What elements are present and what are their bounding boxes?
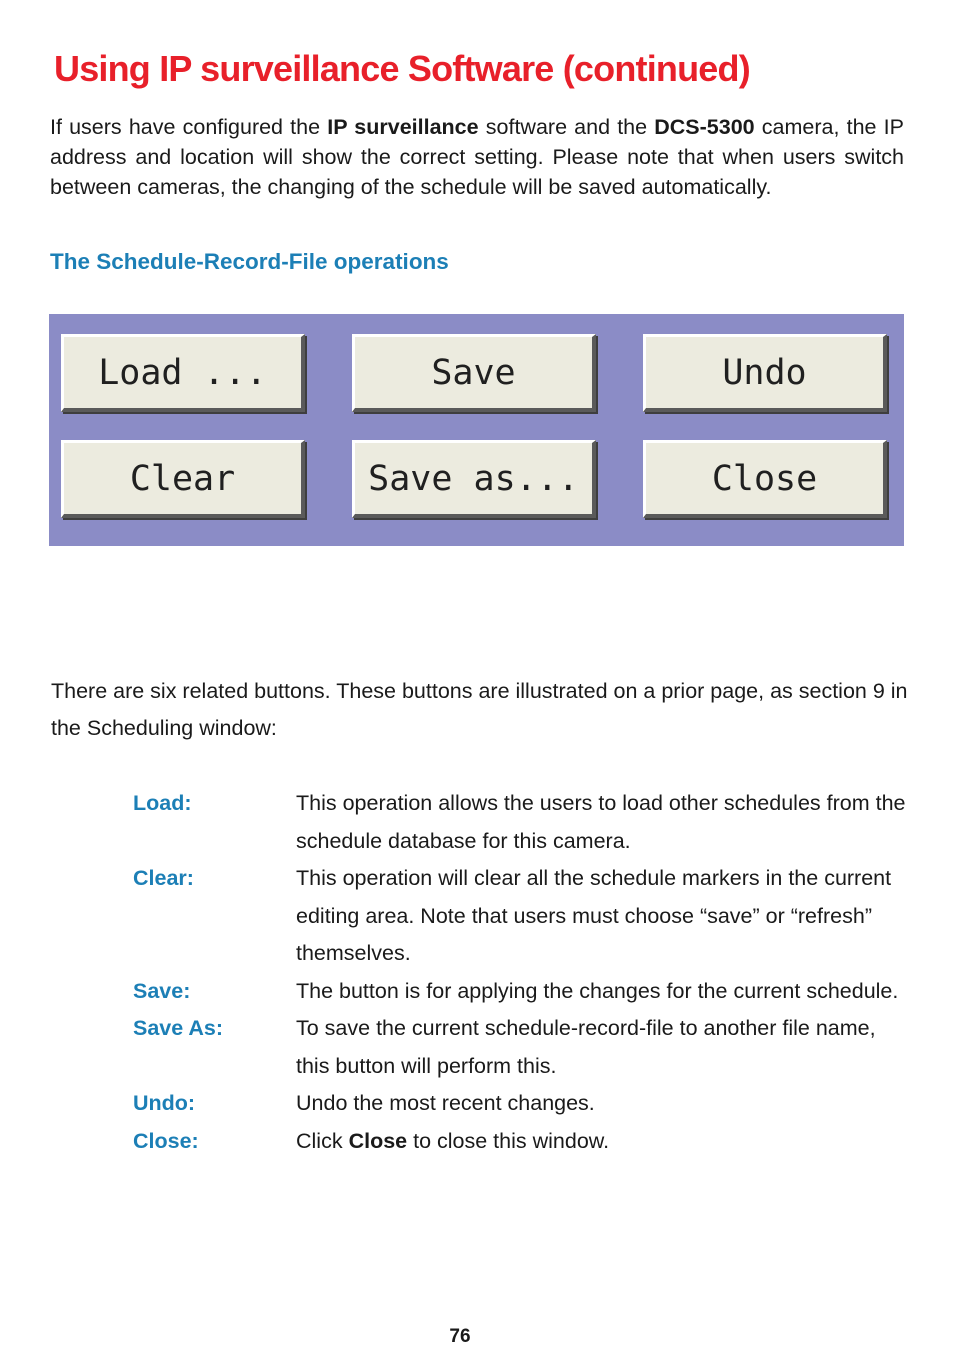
close-desc-bold: Close: [348, 1128, 408, 1153]
definition-clear: [133, 860, 913, 973]
save-button[interactable]: Save: [352, 334, 596, 412]
intro-paragraph: [50, 112, 904, 202]
definition-description: [296, 1123, 913, 1161]
definition-description: The button is for applying the changes for the current schedule.: [296, 978, 899, 1003]
undo-button[interactable]: Undo: [643, 334, 887, 412]
clear-button[interactable]: Clear: [61, 440, 305, 518]
definition-term: Load:: [133, 791, 192, 815]
intro-bold-camera: DCS-5300: [654, 115, 755, 139]
intro-bold-software: IP surveillance: [327, 115, 479, 139]
definition-description: This operation will clear all the schedule markers in the current editing area. Note that users must choose “save” or “refresh” themselves.: [296, 866, 892, 965]
definition-undo: [133, 1085, 913, 1123]
definition-list: [133, 785, 913, 1160]
page-number: 76: [449, 1326, 471, 1347]
intro-text-2: software and the: [478, 115, 655, 139]
load-button[interactable]: Load ...: [61, 334, 305, 412]
section-heading: The Schedule-Record-File operations: [50, 249, 449, 274]
definition-description: This operation allows the users to load other schedules from the schedule database for this camera.: [296, 791, 906, 853]
definition-save: [133, 973, 913, 1011]
page-title: Using IP surveillance Software (continued): [54, 48, 750, 89]
intro-text-1: If users have configured the: [50, 115, 328, 139]
definition-description: To save the current schedule-record-file to another file name, this button will perform this.: [296, 1016, 876, 1078]
definition-close: [133, 1123, 913, 1161]
intro-text-3: camera, the IP address and location will show the correct setting. Please note that when users switch between cameras, the changing of the schedule will be saved automatically.: [50, 115, 904, 199]
definition-load: [133, 785, 913, 860]
save-as-button[interactable]: Save as...: [352, 440, 596, 518]
definition-term: Undo:: [133, 1091, 196, 1115]
definition-term: Save As:: [133, 1016, 224, 1040]
definition-term: Clear:: [133, 866, 194, 890]
definition-description: Undo the most recent changes.: [296, 1091, 595, 1115]
definition-term: Close:: [133, 1128, 199, 1153]
close-desc-text-1: Click: [296, 1128, 349, 1153]
buttons-overview-paragraph: There are six related buttons. These buttons are illustrated on a prior page, as section 9 in the Scheduling window:: [51, 679, 908, 740]
button-panel-screenshot: [49, 314, 904, 546]
close-desc-text-2: to close this window.: [407, 1128, 610, 1153]
definition-save-as: [133, 1010, 913, 1085]
definition-term: Save:: [133, 978, 191, 1003]
close-button[interactable]: Close: [643, 440, 887, 518]
